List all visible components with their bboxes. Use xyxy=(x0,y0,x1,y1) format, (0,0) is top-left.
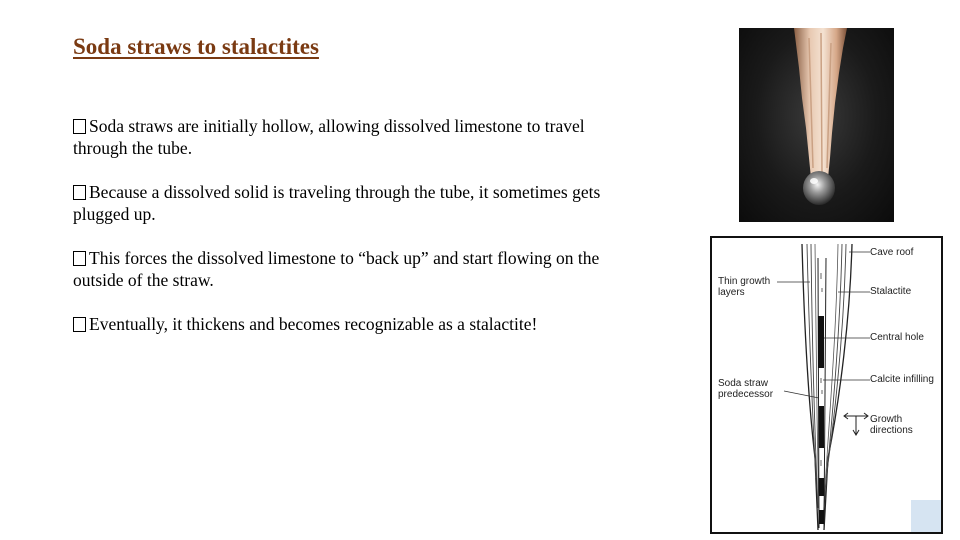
bullet-item xyxy=(73,247,633,291)
bullet-item xyxy=(73,115,633,159)
label-soda-straw-predecessor: Soda straw predecessor xyxy=(718,378,774,400)
bullet-box-icon xyxy=(73,185,86,200)
bullet-text: Soda straws are initially hollow, allowing dissolved limestone to travel through the tube. xyxy=(73,116,585,158)
bullet-item xyxy=(73,181,633,225)
bullet-text: Because a dissolved solid is traveling through the tube, it sometimes gets plugged up. xyxy=(73,182,601,224)
slide-title: Soda straws to stalactites xyxy=(73,34,319,59)
label-thin-growth-layers: Thin growth layers xyxy=(718,276,771,298)
label-central-hole: Central hole xyxy=(870,332,924,343)
bullet-list xyxy=(73,115,633,357)
label-growth-directions: Growth directions xyxy=(870,414,913,436)
label-stalactite: Stalactite xyxy=(870,286,912,297)
bullet-item xyxy=(73,313,633,335)
corner-accent xyxy=(911,500,941,532)
bullet-text: Eventually, it thickens and becomes recognizable as a stalactite! xyxy=(89,314,538,334)
bullet-box-icon xyxy=(73,251,86,266)
label-cave-roof: Cave roof xyxy=(870,247,914,258)
soda-straw-photo xyxy=(739,28,894,222)
bullet-box-icon xyxy=(73,317,86,332)
label-calcite-infilling: Calcite infilling xyxy=(870,374,934,385)
soda-straw-illustration xyxy=(739,28,894,222)
bullet-text: This forces the dissolved limestone to “back up” and start flowing on the outside of the straw. xyxy=(73,248,600,290)
stalactite-cross-section-diagram xyxy=(710,236,943,534)
bullet-box-icon xyxy=(73,119,86,134)
